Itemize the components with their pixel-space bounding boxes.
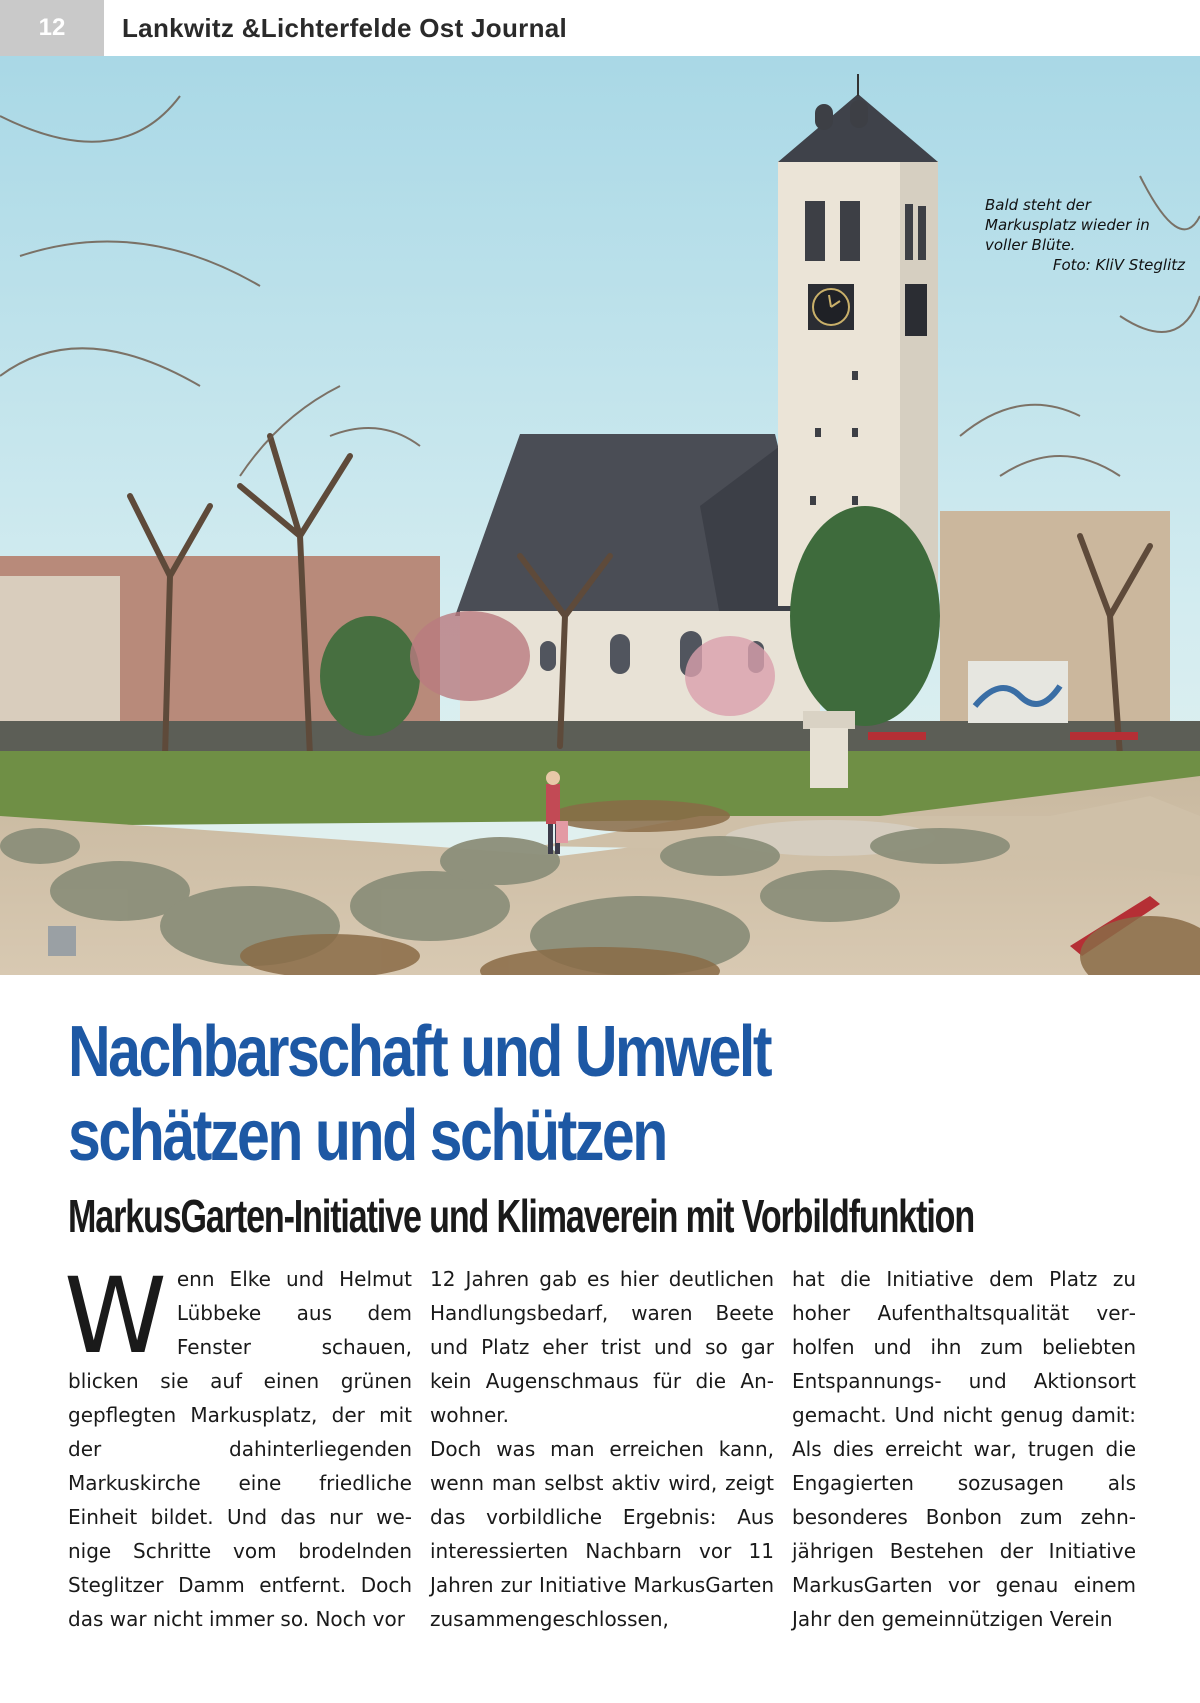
text-column-2 — [430, 1262, 774, 1636]
article-subheadline: MarkusGarten-Initiative und Klimaverein mit Vorbildfunktion — [68, 1190, 975, 1242]
church-photo — [0, 56, 1200, 975]
journal-title: Lankwitz &Lichterfelde Ost Journal — [104, 0, 585, 56]
caption-line: Markusplatz wieder in — [985, 216, 1150, 234]
photo-caption — [985, 195, 1185, 275]
caption-line: Bald steht der — [985, 196, 1091, 214]
article-headline — [68, 1010, 970, 1178]
paragraph: hat die Initiative dem Platz zu hoher Aufenthaltsqualität verholfen und ihn zum beliebten Entspannungs- und Aktionsort gemacht. Und nicht genug damit: Als dies erreicht war, trugen die Engagierten sozusagen als besonderes Bonbon zum zehnjährigen Bestehen der Initiative MarkusGarten vor genau einem Jahr den gemeinnützigen Verein — [792, 1267, 1136, 1631]
paragraph: Doch was man erreichen kann, wenn man selbst aktiv wird, zeigt das vorbildliche Ergebnis: Aus interessierten Nachbarn vor 11 Jahren zur Initiative MarkusGarten zusammengeschlossen, — [430, 1437, 774, 1631]
paragraph: 12 Jahren gab es hier deutlichen Handlungsbedarf, waren Beete und Platz eher trist und so gar kein Augenschmaus für die Anwohner. — [430, 1267, 774, 1427]
paragraph: enn Elke und Helmut Lübbeke aus dem Fenster schauen, blicken sie auf einen grünen gepflegten Markusplatz, der mit der dahinterliegenden Markuskirche eine friedliche Einheit bildet. Und das nur wenige Schritte vom brodelnden Steglitzer Damm entfernt. Doch das war nicht immer so. Noch vor — [68, 1267, 412, 1631]
drop-cap: W — [64, 1255, 167, 1377]
article-body — [64, 1255, 1136, 1642]
headline-line-2: schätzen und schützen — [68, 1096, 666, 1176]
text-column-3 — [792, 1262, 1136, 1636]
page-header — [0, 0, 585, 56]
photo-credit: Foto: KliV Steglitz — [1052, 256, 1185, 274]
text-column-1 — [64, 1255, 412, 1636]
caption-line: voller Blüte. — [985, 236, 1076, 254]
page-number: 12 — [0, 0, 104, 56]
markusplatz-photo-illustration — [0, 56, 1200, 975]
headline-line-1: Nachbarschaft und Umwelt — [68, 1012, 771, 1092]
